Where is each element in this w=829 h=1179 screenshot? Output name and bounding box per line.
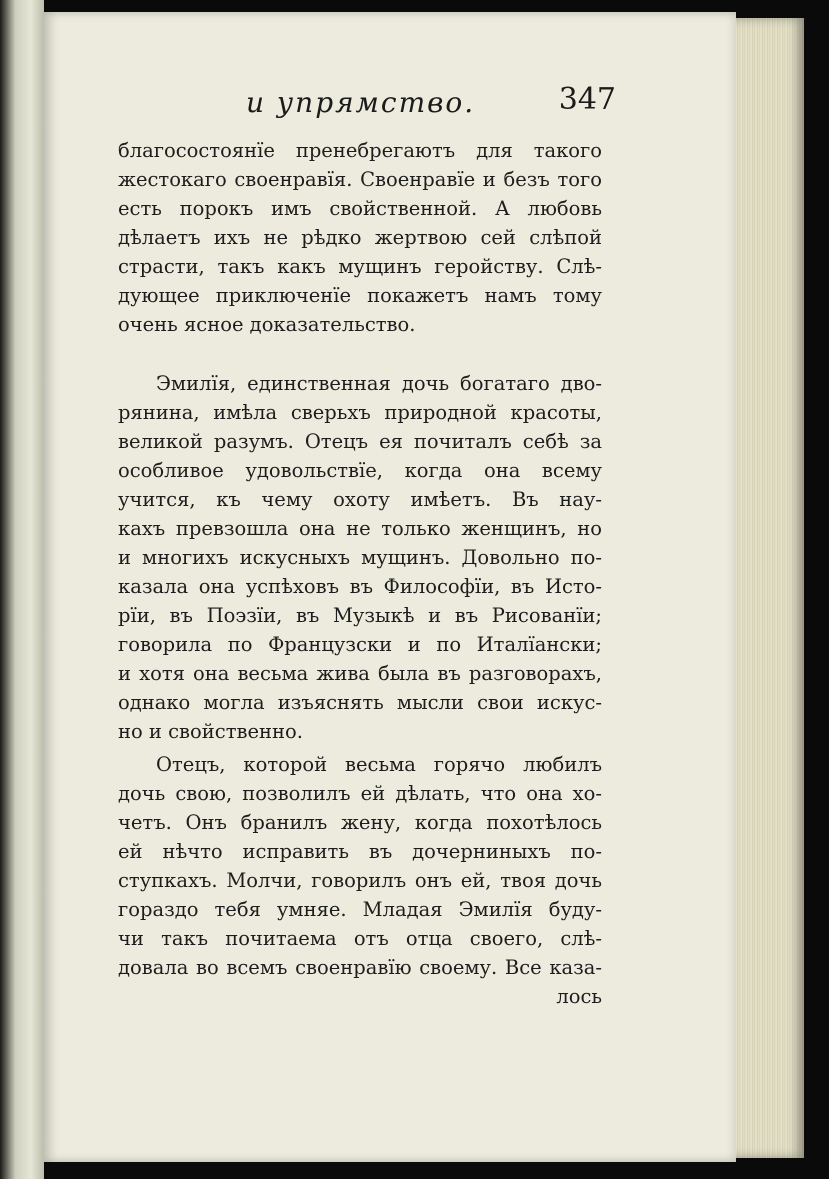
text-line: и хотя она весьма жива была въ разговорахъ, — [118, 662, 602, 685]
text-line: чи такъ почитаема отъ отца своего, слѣ- — [118, 927, 602, 950]
text-line: Эмилїя, единственная дочь богатаго дво- — [156, 372, 602, 395]
text-line: и многихъ искусныхъ мущинъ. Довольно по- — [118, 546, 602, 569]
text-line: дѣлаетъ ихъ не рѣдко жертвою сей слѣпой — [118, 226, 602, 249]
text-line: рянина, имѣла сверьхъ природной красоты, — [118, 401, 602, 424]
text-line: но и свойственно. — [118, 720, 303, 743]
text-line: страсти, такъ какъ мущинъ геройству. Слѣ- — [118, 255, 602, 278]
paragraph-2 — [118, 369, 602, 746]
text-line: есть порокъ имъ свойственной. А любовь — [118, 197, 602, 220]
book-page-edges — [728, 18, 804, 1158]
text-line: ступкахъ. Молчи, говорилъ онъ ей, твоя дочь — [118, 869, 602, 892]
catchword-row — [118, 982, 602, 1011]
text-line: великой разумъ. Отецъ ея почиталъ себѣ за — [118, 430, 602, 453]
paragraph-gap — [118, 339, 602, 369]
text-line: жестокаго своенравїя. Своенравїе и безъ того — [118, 168, 602, 191]
text-line: говорила по Французски и по Италїански; — [118, 633, 602, 656]
text-line: довала во всемъ своенравїю своему. Все каза- — [118, 956, 602, 979]
facing-page-edge — [0, 0, 44, 1179]
page-header — [246, 82, 616, 126]
text-line: очень ясное доказательство. — [118, 313, 416, 336]
body-text — [118, 136, 602, 1011]
text-line: кахъ превзошла она не только женщинъ, но — [118, 517, 602, 540]
text-line: особливое удовольствїе, когда она всему — [118, 459, 602, 482]
text-line: ей нѣчто исправить въ дочерниныхъ по- — [118, 840, 602, 863]
running-title: и упрямство. — [246, 86, 476, 119]
paragraph-1 — [118, 136, 602, 339]
text-line: четъ. Онъ бранилъ жену, когда похотѣлось — [118, 811, 602, 834]
paragraph-3 — [118, 750, 602, 982]
text-line: благосостоянїе пренебрегаютъ для такого — [118, 139, 602, 162]
text-line: рїи, въ Поэзїи, въ Музыкѣ и въ Рисованїи; — [118, 604, 602, 627]
text-line: Отецъ, которой весьма горячо любилъ — [156, 753, 602, 776]
text-line: дующее приключенїе покажетъ намъ тому — [118, 284, 602, 307]
text-line: однако могла изъяснять мысли свои искус- — [118, 691, 602, 714]
text-line: гораздо тебя умняе. Младая Эмилїя буду- — [118, 898, 602, 921]
catchword: лось — [556, 985, 602, 1008]
text-line: дочь свою, позволилъ ей дѣлать, что она хо- — [118, 782, 602, 805]
page-number: 347 — [558, 82, 616, 117]
text-line: казала она успѣховъ въ Философїи, въ Исто- — [118, 575, 602, 598]
text-line: учится, къ чему охоту имѣетъ. Въ нау- — [118, 488, 602, 511]
